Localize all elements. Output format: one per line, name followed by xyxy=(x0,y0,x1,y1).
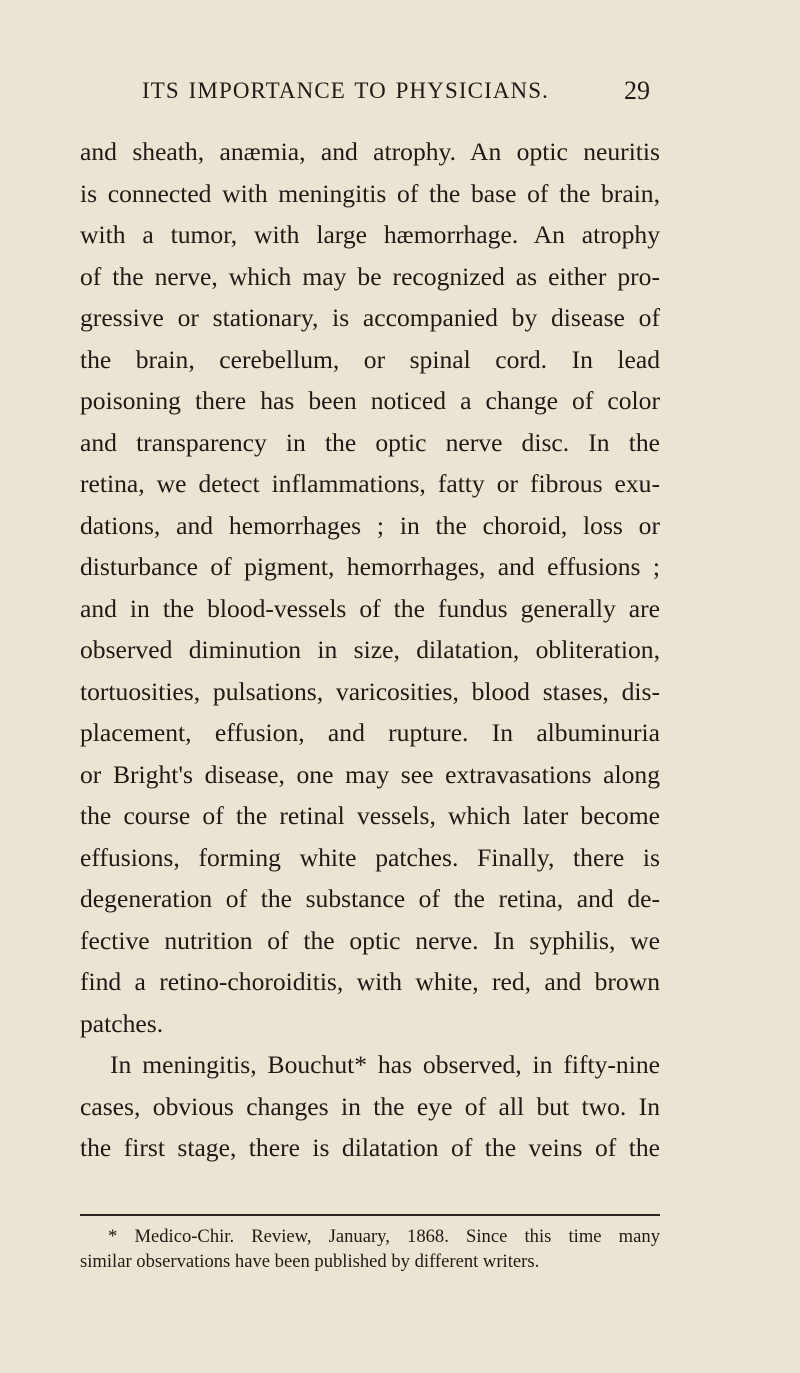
body-line: with a tumor, with large hæmorrhage. An atrophy xyxy=(80,220,660,249)
body-line: of the nerve, which may be recognized as either pro- xyxy=(80,261,660,291)
body-line: disturbance of pigment, hemorrhages, and effusions ; xyxy=(80,552,660,581)
body-line: placement, effusion, and rupture. In albuminuria xyxy=(80,718,660,747)
footnote-line: * Medico-Chir. Review, January, 1868. Since this time many xyxy=(108,1226,660,1247)
body-line: fective nutrition of the optic nerve. In syphilis, we xyxy=(80,925,660,955)
body-line: the first stage, there is dilatation of the veins of the xyxy=(80,1133,660,1162)
body-line: cases, obvious changes in the eye of all but two. In xyxy=(80,1091,660,1121)
running-head xyxy=(0,78,800,118)
footnote-line: similar observations have been published by different writers. xyxy=(80,1251,540,1272)
running-title: ITS IMPORTANCE TO PHYSICIANS. xyxy=(142,78,549,103)
paragraph-end-line: patches. xyxy=(80,1008,164,1038)
page-number: 29 xyxy=(624,76,650,105)
body-line: the brain, cerebellum, or spinal cord. In lead xyxy=(80,344,660,374)
body-line: or Bright's disease, one may see extravasations along xyxy=(80,759,660,789)
body-line: retina, we detect inflammations, fatty or fibrous exu- xyxy=(80,469,660,498)
body-line: observed diminution in size, dilatation, obliteration, xyxy=(80,635,660,664)
body-line: effusions, forming white patches. Finally, there is xyxy=(80,842,660,872)
body-line: tortuosities, pulsations, varicosities, blood stases, dis- xyxy=(80,676,660,706)
paragraph-start-line: In meningitis, Bouchut* has observed, in fifty-nine xyxy=(110,1050,660,1079)
footnote-rule xyxy=(80,1214,660,1216)
body-line: the course of the retinal vessels, which later become xyxy=(80,801,660,830)
body-line: is connected with meningitis of the base of the brain, xyxy=(80,178,660,208)
footnotes xyxy=(80,1224,660,1274)
body-line: poisoning there has been noticed a change of color xyxy=(80,386,660,415)
body-line: gressive or stationary, is accompanied by disease of xyxy=(80,303,660,332)
body-line: and sheath, anæmia, and atrophy. An optic neuritis xyxy=(80,137,660,166)
body-line: find a retino-choroiditis, with white, red, and brown xyxy=(80,967,660,996)
body-line: and in the blood-vessels of the fundus generally are xyxy=(80,593,660,623)
body-line: and transparency in the optic nerve disc. In the xyxy=(80,427,660,457)
body-line: degeneration of the substance of the retina, and de- xyxy=(80,884,660,913)
body-line: dations, and hemorrhages ; in the choroid, loss or xyxy=(80,510,660,540)
body-text xyxy=(80,131,660,1169)
